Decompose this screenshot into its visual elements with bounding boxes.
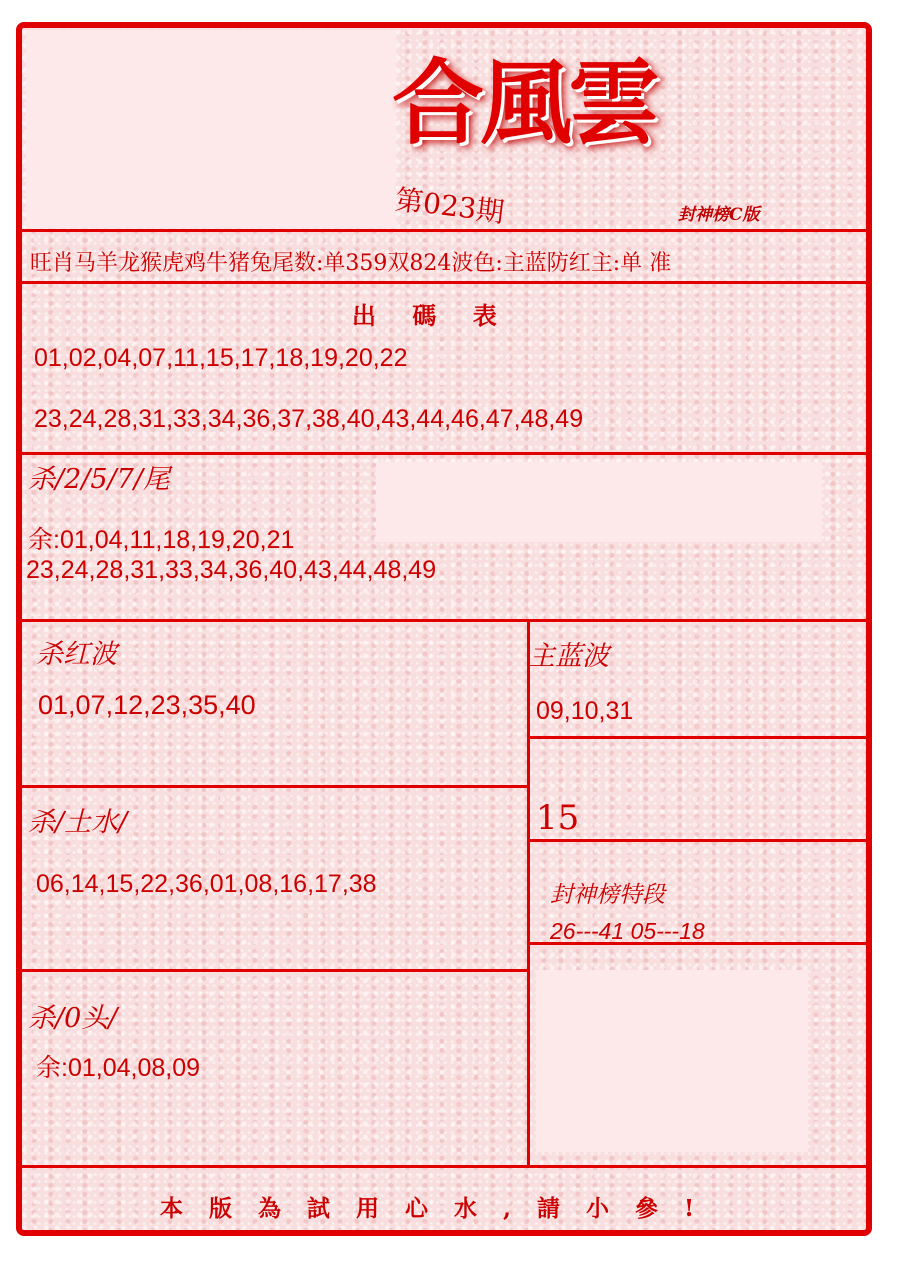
main-blue-values: 09,10,31 (536, 697, 634, 725)
divider (22, 229, 866, 232)
special-values: 26---41 05---18 (550, 918, 705, 944)
kill-head-heading: 杀/0头/ (28, 1003, 118, 1034)
code-table-heading: 出 碼 表 (352, 301, 511, 330)
divider (22, 281, 866, 284)
single-number: 15 (536, 798, 580, 838)
header-blank-area (26, 30, 396, 228)
divider (22, 969, 530, 972)
edition-label: 封神榜C版 (678, 205, 760, 225)
divider (22, 785, 530, 788)
special-heading: 封神榜特段 (550, 882, 665, 908)
kill-element-heading: 杀/土水/ (28, 807, 128, 838)
issue-number: 第023期 (393, 182, 507, 230)
kill-tail-row: 余:01,04,11,18,19,20,21 (28, 526, 295, 554)
code-table-row: 23,24,28,31,33,34,36,37,38,40,43,44,46,47,48,49 (34, 405, 584, 433)
kill-red-heading: 杀红波 (36, 639, 117, 670)
code-table-row: 01,02,04,07,11,15,17,18,19,20,22 (34, 344, 408, 372)
column-divider (527, 619, 530, 1168)
divider (530, 839, 866, 842)
main-blue-heading: 主蓝波 (528, 641, 609, 672)
blank-area (376, 462, 822, 542)
footer-note: 本版為試用心水,請小參! (160, 1195, 721, 1222)
kill-head-values: 余:01,04,08,09 (36, 1054, 201, 1082)
blank-area (536, 970, 808, 1152)
divider (22, 1165, 866, 1168)
kill-tail-heading: 杀/2/5/7/尾 (28, 464, 170, 495)
divider (530, 736, 866, 739)
divider (22, 619, 866, 622)
divider (22, 452, 866, 455)
kill-element-values: 06,14,15,22,36,01,08,16,17,38 (36, 870, 377, 898)
kill-red-values: 01,07,12,23,35,40 (38, 690, 256, 720)
summary-line: 旺肖马羊龙猴虎鸡牛猪兔尾数:单359双824波色:主蓝防红主:单 准 (30, 251, 672, 276)
kill-tail-row: 23,24,28,31,33,34,36,40,43,44,48,49 (26, 556, 437, 584)
page-title: 合風雲 (392, 49, 657, 157)
